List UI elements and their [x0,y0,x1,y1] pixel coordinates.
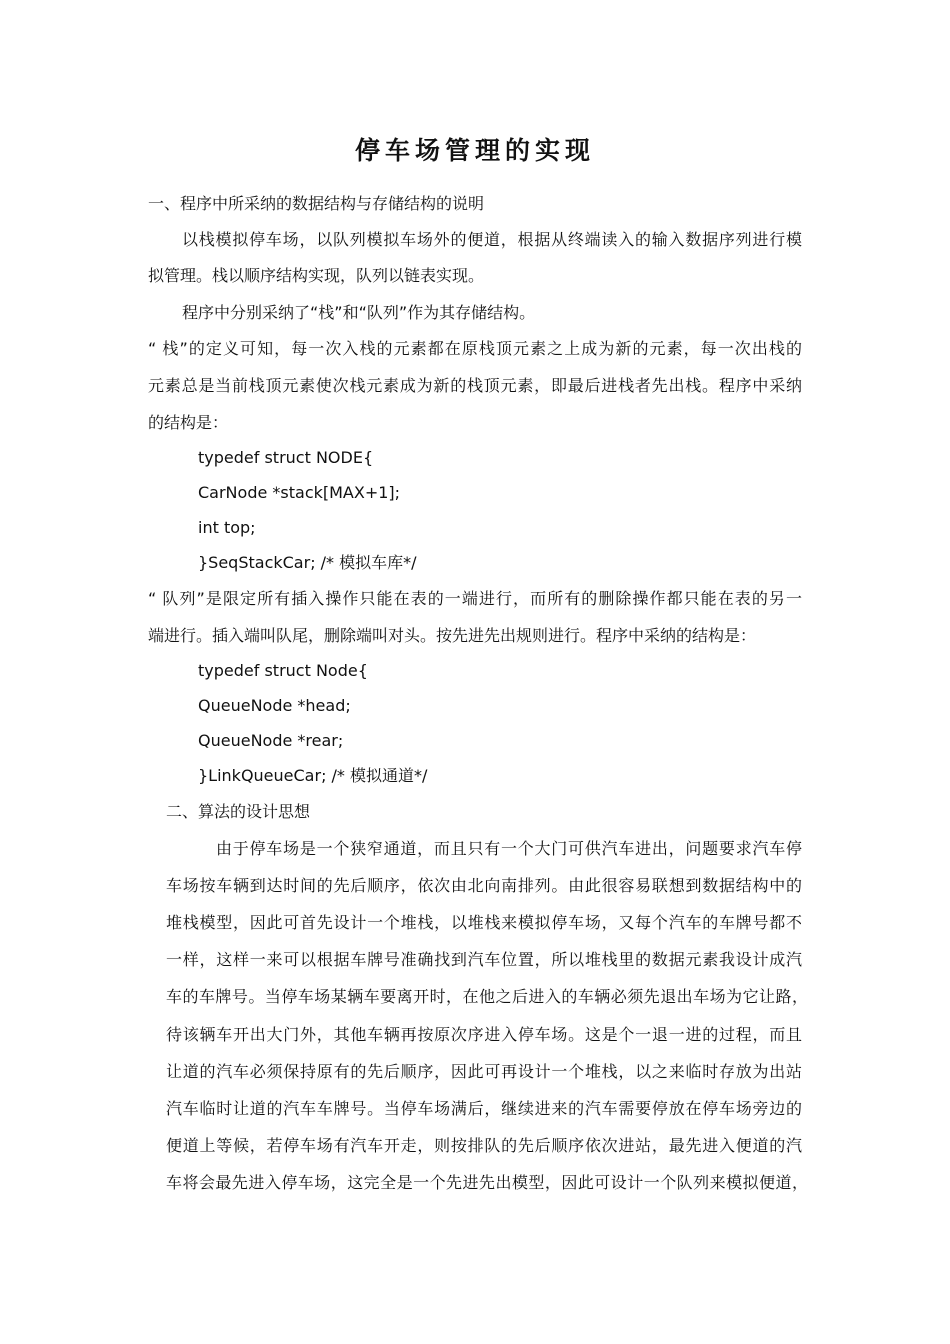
section2-para-line3: 堆栈模型，因此可首先设计一个堆栈，以堆栈来模拟停车场，又每个汽车的车牌号都不 [166,913,802,932]
section1-para1-line1: 以栈模拟停车场，以队列模拟车场外的便道，根据从终端读入的输入数据序列进行模 [182,230,802,249]
stack-code-line2: CarNode *stack[MAX+1]; [198,483,401,502]
stack-desc-line3: 的结构是： [148,413,229,432]
section2-para-line2: 车场按车辆到达时间的先后顺序，依次由北向南排列。由此很容易联想到数据结构中的 [166,876,802,895]
section2-para-line1: 由于停车场是一个狭窄通道，而且只有一个大门可供汽车进出，问题要求汽车停 [216,839,802,858]
queue-desc-line2: 端进行。插入端叫队尾，删除端叫对头。按先进先出规则进行。程序中采纳的结构是： [148,626,757,645]
section2-para-line10: 车将会最先进入停车场，这完全是一个先进先出模型，因此可设计一个队列来模拟便道， [166,1173,808,1192]
queue-code-line2: QueueNode *head; [198,696,351,715]
section1-para2: 程序中分别采纳了“栈”和“队列”作为其存储结构。 [182,303,536,322]
section2-para-line4: 一样，这样一来可以根据车牌号准确找到汽车位置，所以堆栈里的数据元素我设计成汽 [166,950,802,969]
queue-desc-line1: “ 队列”是限定所有插入操作只能在表的一端进行，而所有的删除操作都只能在表的另一 [148,589,802,608]
stack-code-line4: }SeqStackCar; /* 模拟车库*/ [198,553,417,572]
section2-para-line9: 便道上等候，若停车场有汽车开走，则按排队的先后顺序依次进站，最先进入便道的汽 [166,1136,802,1155]
section2-para-line6: 待该辆车开出大门外，其他车辆再按原次序进入停车场。这是个一退一进的过程，而且 [166,1025,802,1044]
section2-para-line7: 让道的汽车必须保持原有的先后顺序，因此可再设计一个堆栈，以之来临时存放为出站 [166,1062,802,1081]
section2-para-line5: 车的车牌号。当停车场某辆车要离开时，在他之后进入的车辆必须先退出车场为它让路， [166,987,808,1006]
queue-code-line3: QueueNode *rear; [198,731,344,750]
document-title: 停车场管理的实现 [354,136,595,165]
queue-code-line1: typedef struct Node{ [198,661,368,680]
stack-desc-line2: 元素总是当前栈顶元素使次栈元素成为新的栈顶元素，即最后进栈者先出栈。程序中采纳 [148,376,802,395]
stack-desc-line1: “ 栈”的定义可知，每一次入栈的元素都在原栈顶元素之上成为新的元素，每一次出栈的 [148,339,802,358]
stack-code-line3: int top; [198,518,256,537]
stack-code-line1: typedef struct NODE{ [198,448,374,467]
section2-para-line8: 汽车临时让道的汽车车牌号。当停车场满后，继续进来的汽车需要停放在停车场旁边的 [166,1099,802,1118]
section1-heading: 一、程序中所采纳的数据结构与存储结构的说明 [148,194,485,213]
section2-heading: 二、算法的设计思想 [166,802,311,821]
section1-para1-line2: 拟管理。栈以顺序结构实现，队列以链表实现。 [148,266,485,285]
queue-code-line4: }LinkQueueCar; /* 模拟通道*/ [198,766,428,785]
